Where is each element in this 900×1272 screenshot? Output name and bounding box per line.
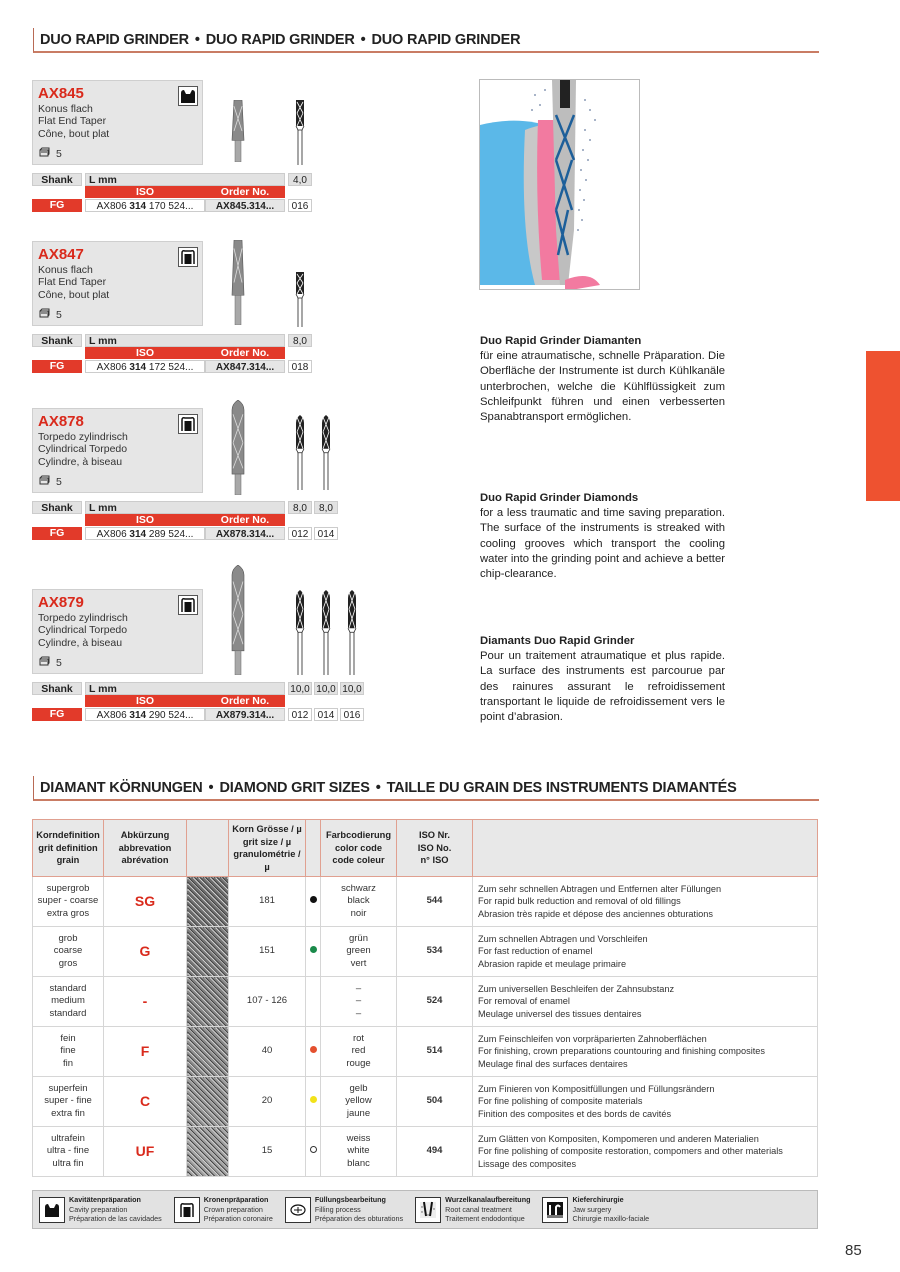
- description-body: für eine atraumatische, schnelle Präparation. Die Oberfläche der Instrumente ist durch Kühlkanäle unterbrochen, welche die Kühlflüssigkeit zum Schleifpunkt führen und einen verbesserten Spanabtransport ermöglichen.: [480, 350, 725, 424]
- grit-row: [33, 1027, 818, 1077]
- title-part-en: DIAMOND GRIT SIZES: [219, 780, 370, 796]
- cavity-preparation-icon: [178, 86, 198, 106]
- description-heading: Duo Rapid Grinder Diamonds: [480, 492, 639, 504]
- grit-iso: 494: [397, 1127, 473, 1177]
- title-part-de: DUO RAPID GRINDER: [40, 32, 189, 48]
- bur-schematic-icon: [295, 100, 305, 170]
- color-dot-icon: [310, 1046, 317, 1053]
- iso-header: ISO: [85, 186, 205, 198]
- bur-schematic-icon: [321, 415, 331, 495]
- jaw-surgery-icon: [542, 1197, 568, 1223]
- desc-en: Cylindrical Torpedo: [38, 624, 128, 637]
- title-separator: •: [375, 780, 381, 796]
- grit-texture-sample: [187, 877, 229, 927]
- section-title-duo-rapid-grinder: [33, 28, 819, 53]
- length-value: 8,0: [288, 501, 312, 514]
- title-part-fr: TAILLE DU GRAIN DES INSTRUMENTS DIAMANTÉS: [386, 780, 737, 796]
- order-number[interactable]: AX847.314...: [205, 360, 285, 373]
- desc-fr: Cône, bout plat: [38, 288, 110, 301]
- grit-size: 20: [229, 1077, 306, 1127]
- product-desc: [38, 431, 197, 468]
- product-desc: [38, 103, 197, 140]
- desc-fr: Cylindre, à biseau: [38, 455, 123, 468]
- crown-preparation-icon: [174, 1197, 200, 1223]
- order-header: Order No.: [205, 695, 285, 707]
- package-icon: [39, 147, 50, 160]
- grit-iso: 544: [397, 877, 473, 927]
- grit-definition: superfein super - fine extra fin: [33, 1077, 104, 1127]
- page-number: 85: [845, 1242, 862, 1259]
- filling-process-icon: [285, 1197, 311, 1223]
- chapter-side-tab: [866, 351, 900, 501]
- length-value: 10,0: [288, 682, 312, 695]
- grit-iso: 524: [397, 977, 473, 1027]
- grit-texture-sample: [187, 1077, 229, 1127]
- grinding-illustration-graphic: [480, 80, 640, 290]
- shank-label: Shank: [32, 334, 82, 347]
- grit-color-dot: [306, 877, 321, 927]
- legend-item: [542, 1195, 649, 1224]
- grit-iso: 534: [397, 927, 473, 977]
- lmm-label: L mm: [85, 173, 285, 186]
- shank-label: Shank: [32, 501, 82, 514]
- pack-qty-value: 5: [56, 656, 62, 669]
- grit-definition: supergrob super - coarse extra gros: [33, 877, 104, 927]
- iso-number: AX806 314 170 524...: [85, 199, 205, 212]
- lmm-label: L mm: [85, 682, 285, 695]
- grit-definition: ultrafein ultra - fine ultra fin: [33, 1127, 104, 1177]
- size-value: 014: [314, 527, 338, 540]
- grit-usage: Zum Finieren von Kompositfüllungen und Füllungsrändern For fine polishing of composite materials Finition des composites et des bords de cavités: [473, 1077, 818, 1127]
- desc-de: Konus flach: [38, 264, 93, 276]
- application-legend: [32, 1190, 818, 1229]
- grit-color-code: grün green vert: [321, 927, 397, 977]
- iso-header: ISO: [85, 695, 205, 707]
- pack-qty-value: 5: [56, 308, 62, 321]
- bur-photo-icon: [230, 400, 244, 500]
- color-dot-icon: [310, 1096, 317, 1103]
- legend-text: Wurzelkanalaufbereitung Root canal treatment Traitement endodontique: [445, 1195, 531, 1224]
- bur-schematic-icon: [321, 590, 331, 680]
- description-heading: Diamants Duo Rapid Grinder: [480, 635, 635, 647]
- crown-preparation-icon: [178, 595, 198, 615]
- desc-en: Flat End Taper: [38, 276, 107, 289]
- grit-abbreviation: G: [104, 927, 187, 977]
- legend-item: [174, 1195, 273, 1224]
- desc-fr: Cône, bout plat: [38, 127, 110, 140]
- pack-qty-value: 5: [56, 475, 62, 488]
- order-header: Order No.: [205, 186, 285, 198]
- bur-schematic-icon: [347, 590, 357, 680]
- grit-usage: Zum schnellen Abtragen und Vorschleifen For fast reduction of enamel Abrasion rapide et meulage primaire: [473, 927, 818, 977]
- description-heading: Duo Rapid Grinder Diamanten: [480, 335, 642, 347]
- size-value: 012: [288, 527, 312, 540]
- color-dot-icon: [310, 1146, 317, 1153]
- product-code: AX879: [38, 594, 84, 611]
- grit-color-dot: [306, 1127, 321, 1177]
- size-value: 016: [288, 199, 312, 212]
- iso-number: AX806 314 289 524...: [85, 527, 205, 540]
- grit-usage: Zum Glätten von Kompositen, Kompomeren und anderen Materialien For fine polishing of composite restoration, compomers and other materials Lissage des composites: [473, 1127, 818, 1177]
- bur-photo-icon: [230, 565, 244, 680]
- grit-color-dot: [306, 1027, 321, 1077]
- bur-schematic-icon: [295, 415, 305, 495]
- size-value: 018: [288, 360, 312, 373]
- size-value: 014: [314, 708, 338, 721]
- product-code: AX847: [38, 246, 84, 263]
- header-iso: ISO Nr. ISO No. n° ISO: [397, 820, 473, 877]
- grit-usage: Zum Feinschleifen von vorpräparierten Zahnoberflächen For finishing, crown preparations countouring and finishing composites Meulage final des surfaces dentaires: [473, 1027, 818, 1077]
- order-number[interactable]: AX845.314...: [205, 199, 285, 212]
- grit-texture-sample: [187, 927, 229, 977]
- grit-row: [33, 927, 818, 977]
- duo-rapid-grinder-illustration: [479, 79, 640, 290]
- iso-number: AX806 314 172 524...: [85, 360, 205, 373]
- grit-size: 151: [229, 927, 306, 977]
- description-de: [480, 334, 725, 425]
- package-icon: [39, 656, 50, 669]
- root-canal-icon: [415, 1197, 441, 1223]
- title-part-en: DUO RAPID GRINDER: [205, 32, 355, 48]
- size-value: 016: [340, 708, 364, 721]
- grit-size: 40: [229, 1027, 306, 1077]
- title-separator: •: [208, 780, 214, 796]
- order-header: Order No.: [205, 347, 285, 359]
- lmm-label: L mm: [85, 501, 285, 514]
- title-part-fr: DUO RAPID GRINDER: [371, 32, 521, 48]
- grit-texture-sample: [187, 977, 229, 1027]
- iso-header: ISO: [85, 347, 205, 359]
- description-body: for a less traumatic and time saving preparation. The surface of the instruments is streaked with cooling grooves which transport the cooling water into the grinding point and achieve a better chip-clearance.: [480, 507, 725, 581]
- grit-color-dot: [306, 927, 321, 977]
- product-desc: [38, 612, 197, 649]
- order-number[interactable]: AX878.314...: [205, 527, 285, 540]
- grit-abbreviation: C: [104, 1077, 187, 1127]
- header-definition: Korndefinition grit definition grain: [33, 820, 104, 877]
- desc-en: Flat End Taper: [38, 115, 107, 128]
- product-code: AX845: [38, 85, 84, 102]
- crown-preparation-icon: [178, 414, 198, 434]
- desc-de: Torpedo zylindrisch: [38, 612, 128, 624]
- header-dot: [306, 820, 321, 877]
- pack-quantity: [39, 656, 62, 669]
- pack-quantity: [39, 308, 62, 321]
- legend-item: [415, 1195, 530, 1224]
- grit-size: 15: [229, 1127, 306, 1177]
- grit-definition: grob coarse gros: [33, 927, 104, 977]
- shank-label: Shank: [32, 173, 82, 186]
- bur-photo-icon: [230, 240, 244, 330]
- grit-row: [33, 1077, 818, 1127]
- grit-texture-sample: [187, 1127, 229, 1177]
- color-dot-icon: [310, 896, 317, 903]
- bur-schematic-icon: [295, 272, 305, 332]
- grit-row: [33, 1127, 818, 1177]
- grit-size: 107 - 126: [229, 977, 306, 1027]
- shank-type: FG: [32, 527, 82, 540]
- legend-text: Kieferchirurgie Jaw surgery Chirurgie maxillo-faciale: [572, 1195, 650, 1224]
- grit-size-table: [32, 819, 818, 1177]
- header-abbreviation: Abkürzung abbrevation abrévation: [104, 820, 187, 877]
- shank-type: FG: [32, 708, 82, 721]
- order-header: Order No.: [205, 514, 285, 526]
- grit-color-code: schwarz black noir: [321, 877, 397, 927]
- length-value: 10,0: [340, 682, 364, 695]
- desc-de: Konus flach: [38, 103, 93, 115]
- header-color: Farbcodierung color code code coleur: [321, 820, 397, 877]
- grit-abbreviation: UF: [104, 1127, 187, 1177]
- crown-preparation-icon: [178, 247, 198, 267]
- grit-texture-sample: [187, 1027, 229, 1077]
- grit-definition: standard medium standard: [33, 977, 104, 1027]
- product-code: AX878: [38, 413, 84, 430]
- description-en: [480, 491, 725, 582]
- grit-abbreviation: -: [104, 977, 187, 1027]
- description-fr: [480, 634, 725, 725]
- iso-header: ISO: [85, 514, 205, 526]
- title-separator: •: [194, 32, 200, 48]
- lmm-label: L mm: [85, 334, 285, 347]
- desc-fr: Cylindre, à biseau: [38, 636, 123, 649]
- shank-type: FG: [32, 360, 82, 373]
- description-body: Pour un traitement atraumatique et plus rapide. La surface des instruments est parcourue par des rainures assurant le refroidissement transportant le liquide de refroidissement vers le point d’abrasion.: [480, 650, 725, 724]
- grit-abbreviation: F: [104, 1027, 187, 1077]
- cavity-preparation-icon: [39, 1197, 65, 1223]
- legend-item: [39, 1195, 162, 1224]
- header-texture: [187, 820, 229, 877]
- desc-de: Torpedo zylindrisch: [38, 431, 128, 443]
- length-value: 10,0: [314, 682, 338, 695]
- legend-text: Kronenpräparation Crown preparation Préparation coronaire: [203, 1195, 273, 1224]
- grit-usage: Zum sehr schnellen Abtragen und Entfernen alter Füllungen For rapid bulk reduction and removal of old fillings Abrasion très rapide et dépose des anciennes obturations: [473, 877, 818, 927]
- package-icon: [39, 308, 50, 321]
- grit-usage: Zum universellen Beschleifen der Zahnsubstanz For removal of enamel Meulage universel des tissues dentaires: [473, 977, 818, 1027]
- order-number[interactable]: AX879.314...: [205, 708, 285, 721]
- grit-row: [33, 977, 818, 1027]
- shank-label: Shank: [32, 682, 82, 695]
- desc-en: Cylindrical Torpedo: [38, 443, 128, 456]
- product-info-box: [32, 80, 203, 165]
- bur-schematic-icon: [295, 590, 305, 680]
- grit-abbreviation: SG: [104, 877, 187, 927]
- grit-table-header: [33, 820, 818, 877]
- grit-color-dot: [306, 1077, 321, 1127]
- product-info-box: [32, 408, 203, 493]
- grit-color-code: rot red rouge: [321, 1027, 397, 1077]
- product-info-box: [32, 241, 203, 326]
- size-value: 012: [288, 708, 312, 721]
- package-icon: [39, 475, 50, 488]
- grit-definition: fein fine fin: [33, 1027, 104, 1077]
- shank-type: FG: [32, 199, 82, 212]
- title-separator: •: [360, 32, 366, 48]
- length-value: 4,0: [288, 173, 312, 186]
- legend-text: Füllungsbearbeitung Filling process Préparation des obturations: [314, 1195, 404, 1224]
- grit-row: [33, 877, 818, 927]
- grit-color-dot: [306, 977, 321, 1027]
- pack-qty-value: 5: [56, 147, 62, 160]
- grit-color-code: weiss white blanc: [321, 1127, 397, 1177]
- grit-color-code: – – –: [321, 977, 397, 1027]
- length-value: 8,0: [314, 501, 338, 514]
- grit-iso: 504: [397, 1077, 473, 1127]
- legend-text: Kavitätenpräparation Cavity preparation Préparation de las cavidades: [69, 1195, 162, 1224]
- section-title-grit-sizes: [33, 776, 819, 801]
- header-size: Korn Grösse / µ grit size / µ granulométrie / µ: [229, 820, 306, 877]
- length-value: 8,0: [288, 334, 312, 347]
- header-use: [473, 820, 818, 877]
- grit-iso: 514: [397, 1027, 473, 1077]
- pack-quantity: [39, 475, 62, 488]
- title-part-de: DIAMANT KÖRNUNGEN: [40, 780, 203, 796]
- iso-number: AX806 314 290 524...: [85, 708, 205, 721]
- grit-size: 181: [229, 877, 306, 927]
- product-info-box: [32, 589, 203, 674]
- legend-item: [285, 1195, 403, 1224]
- pack-quantity: [39, 147, 62, 160]
- bur-photo-icon: [230, 100, 244, 167]
- grit-color-code: gelb yellow jaune: [321, 1077, 397, 1127]
- product-desc: [38, 264, 197, 301]
- color-dot-icon: [310, 946, 317, 953]
